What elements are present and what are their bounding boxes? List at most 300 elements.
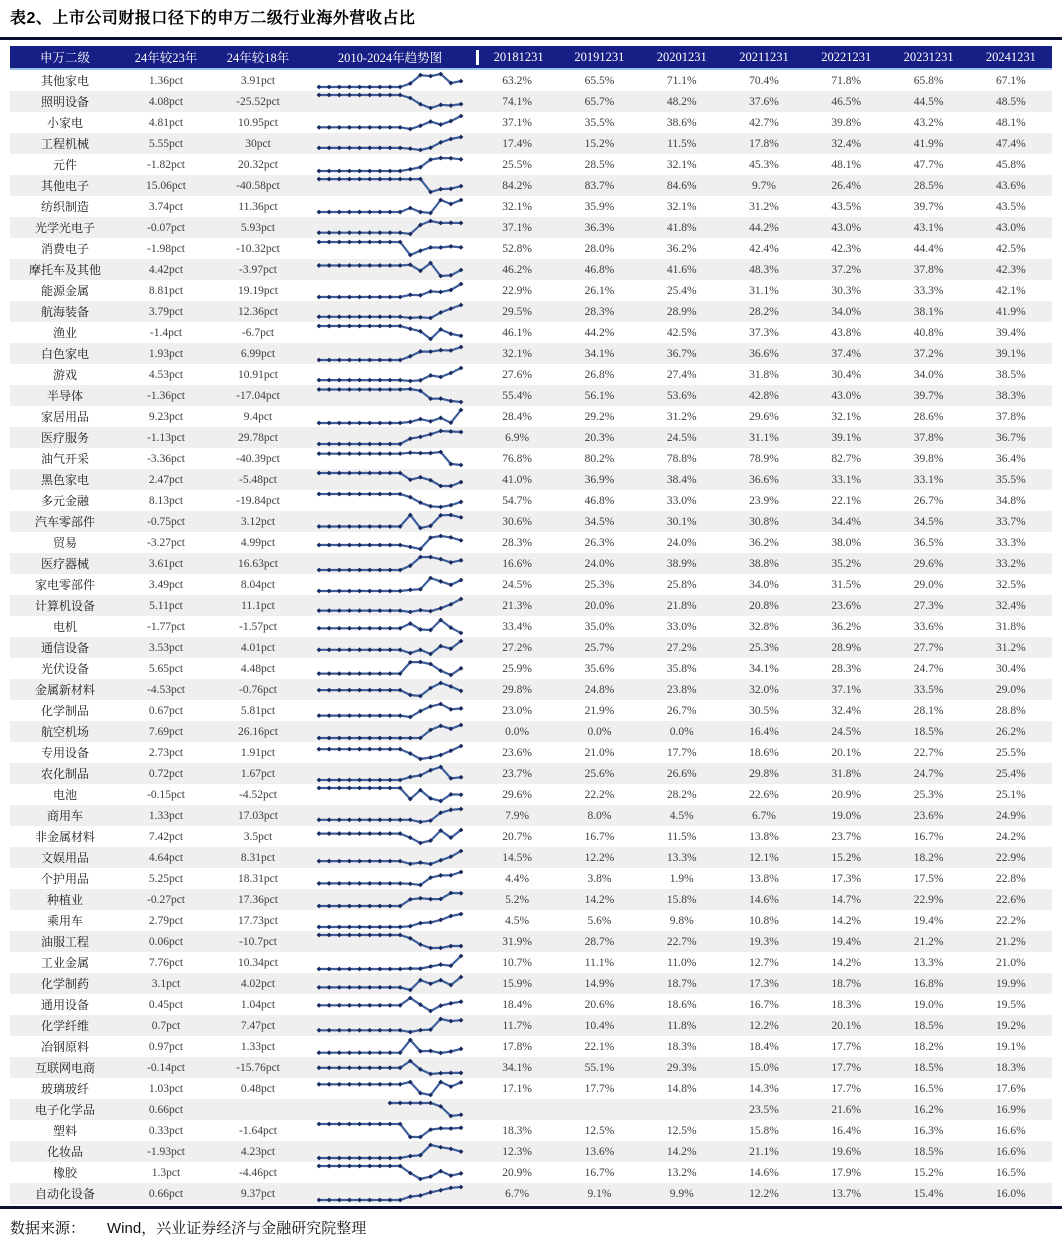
year-value-cell: 15.8%	[749, 1124, 779, 1137]
title-rule	[0, 37, 1062, 40]
table-row	[10, 700, 1052, 721]
year-value-cell: 38.0%	[831, 536, 862, 549]
year-value-cell: 18.3%	[995, 1061, 1026, 1074]
year-value-cell: 24.5%	[502, 578, 532, 591]
trend-sparkline	[304, 1037, 476, 1056]
chg-vs-23-cell: 4.08pct	[148, 95, 184, 108]
year-value-cell: 14.2%	[666, 1145, 697, 1158]
chg-vs-18-cell: 4.48pct	[240, 662, 276, 675]
year-value-cell: 23.6%	[913, 809, 944, 822]
year-value-cell: 27.7%	[913, 641, 944, 654]
year-value-cell: 18.2%	[913, 851, 944, 864]
year-value-cell: 35.0%	[584, 620, 615, 633]
table-row	[10, 154, 1052, 175]
year-value-cell: 42.7%	[749, 116, 779, 129]
chg-vs-23-cell: 0.66pct	[148, 1187, 184, 1200]
year-value-cell: 19.5%	[995, 998, 1026, 1011]
chg-vs-23-cell: 9.23pct	[148, 410, 184, 423]
chg-vs-23-cell: 0.97pct	[148, 1040, 184, 1053]
trend-sparkline	[304, 953, 476, 972]
industry-name: 多元金融	[40, 494, 89, 508]
year-value-cell: 1.9%	[669, 872, 694, 885]
year-value-cell: 20.8%	[749, 599, 779, 612]
year-value-cell: 33.5%	[913, 683, 944, 696]
chg-vs-23-cell: 0.72pct	[148, 767, 184, 780]
year-value-cell: 12.3%	[502, 1145, 532, 1158]
industry-name: 冶钢原料	[40, 1040, 89, 1054]
year-value-cell: 25.4%	[995, 767, 1026, 780]
year-value-cell: 4.5%	[505, 914, 530, 927]
chg-vs-18-cell: 1.91pct	[240, 746, 276, 759]
year-value-cell: 31.2%	[666, 410, 697, 423]
year-value-cell: 37.4%	[831, 347, 862, 360]
year-value-cell: 12.2%	[749, 1019, 779, 1032]
year-value-cell: 17.7%	[584, 1082, 615, 1095]
chg-vs-23-cell: -0.27pct	[146, 893, 185, 906]
year-value-cell: 22.6%	[749, 788, 779, 801]
year-value-cell: 5.2%	[505, 893, 530, 906]
year-value-cell: 29.6%	[913, 557, 944, 570]
industry-name: 游戏	[52, 368, 77, 382]
year-value-cell: 22.9%	[913, 893, 944, 906]
year-value-cell: 37.3%	[749, 326, 779, 339]
year-value-cell: 28.3%	[502, 536, 532, 549]
chg-vs-23-cell: 1.33pct	[148, 809, 184, 822]
year-value-cell: 11.8%	[667, 1019, 697, 1032]
year-value-cell: 48.1%	[831, 158, 862, 171]
year-value-cell: 28.9%	[831, 641, 862, 654]
year-value-cell: 27.6%	[502, 368, 532, 381]
chg-vs-23-cell: 3.79pct	[148, 305, 184, 318]
chg-vs-23-cell: 0.06pct	[148, 935, 184, 948]
year-value-cell: 21.1%	[749, 1145, 779, 1158]
table-row	[10, 847, 1052, 868]
chg-vs-18-cell: -10.7pct	[238, 935, 277, 948]
year-value-cell: 35.5%	[584, 116, 615, 129]
year-value-cell: 43.2%	[913, 116, 944, 129]
year-value-cell: 28.8%	[995, 704, 1026, 717]
table-row	[10, 1183, 1052, 1204]
year-value-cell: 38.4%	[666, 473, 697, 486]
year-value-cell: 28.4%	[502, 410, 532, 423]
table-row	[10, 616, 1052, 637]
chg-vs-18-cell: 6.99pct	[240, 347, 276, 360]
table-row	[10, 805, 1052, 826]
trend-sparkline	[304, 281, 476, 300]
year-value-cell: 26.2%	[995, 725, 1026, 738]
year-value-cell: 13.2%	[666, 1166, 697, 1179]
year-value-cell: 29.6%	[749, 410, 779, 423]
year-value-cell: 39.8%	[913, 452, 944, 465]
year-value-cell: 12.1%	[749, 851, 779, 864]
year-value-cell: 17.9%	[831, 1166, 862, 1179]
year-value-cell: 16.8%	[913, 977, 944, 990]
trend-sparkline	[304, 806, 476, 825]
industry-name: 白色家电	[40, 347, 89, 361]
chg-vs-18-cell: 0.48pct	[240, 1082, 276, 1095]
industry-name: 化学纤维	[40, 1019, 89, 1033]
year-value-cell: 28.9%	[666, 305, 697, 318]
year-value-cell: 19.4%	[831, 935, 862, 948]
year-value-cell: 32.1%	[502, 200, 532, 213]
year-value-cell: 4.4%	[505, 872, 530, 885]
trend-sparkline	[304, 554, 476, 573]
year-value-cell: 28.1%	[913, 704, 944, 717]
table-row	[10, 448, 1052, 469]
year-value-cell: 41.9%	[913, 137, 944, 150]
year-value-cell: 37.1%	[502, 221, 532, 234]
year-value-cell: 18.5%	[913, 1061, 944, 1074]
chg-vs-18-cell: -25.52pct	[236, 95, 280, 108]
industry-name: 油气开采	[40, 452, 89, 466]
year-value-cell: 16.3%	[913, 1124, 944, 1137]
chg-vs-23-cell: 3.53pct	[148, 641, 184, 654]
industry-name: 家居用品	[40, 410, 89, 424]
year-value-cell: 25.7%	[584, 641, 615, 654]
year-value-cell: 44.2%	[749, 221, 779, 234]
year-value-cell: 16.7%	[913, 830, 944, 843]
chg-vs-18-cell: -19.84pct	[236, 494, 280, 507]
chg-vs-23-cell: 4.81pct	[148, 116, 184, 129]
chg-vs-23-cell: 1.93pct	[148, 347, 184, 360]
chg-vs-23-cell: 2.73pct	[148, 746, 184, 759]
year-value-cell: 48.5%	[995, 95, 1026, 108]
year-value-cell: 63.2%	[502, 74, 532, 87]
year-value-cell: 20.7%	[502, 830, 532, 843]
chg-vs-18-cell: -15.76pct	[236, 1061, 280, 1074]
year-value-cell: 5.6%	[587, 914, 612, 927]
chg-vs-23-cell: 4.64pct	[148, 851, 184, 864]
chg-vs-23-cell: 5.25pct	[148, 872, 184, 885]
header-cell: 24年较23年	[134, 51, 198, 65]
year-value-cell: 13.7%	[831, 1187, 862, 1200]
year-value-cell: 84.6%	[666, 179, 697, 192]
year-value-cell: 25.1%	[995, 788, 1026, 801]
trend-sparkline	[304, 974, 476, 993]
year-value-cell: 0.0%	[505, 725, 530, 738]
trend-sparkline	[304, 302, 476, 321]
year-value-cell: 31.9%	[502, 935, 532, 948]
year-value-cell: 29.5%	[502, 305, 532, 318]
year-value-cell: 36.7%	[666, 347, 697, 360]
chg-vs-18-cell: 10.34pct	[238, 956, 278, 969]
chg-vs-18-cell: -4.46pct	[238, 1166, 277, 1179]
page-title: 表2、上市公司财报口径下的申万二级行业海外营收占比	[10, 10, 416, 27]
table-row	[10, 322, 1052, 343]
chg-vs-18-cell: 8.31pct	[240, 851, 276, 864]
year-value-cell: 43.0%	[995, 221, 1026, 234]
industry-name: 化学制品	[40, 704, 89, 718]
chg-vs-23-cell: 5.11pct	[149, 599, 183, 612]
industry-name: 橡胶	[52, 1166, 77, 1180]
year-value-cell: 30.4%	[831, 368, 862, 381]
table-row	[10, 763, 1052, 784]
table-row	[10, 910, 1052, 931]
chg-vs-18-cell: 18.31pct	[238, 872, 278, 885]
header-cell: 申万二级	[39, 51, 90, 65]
chg-vs-18-cell: 9.4pct	[243, 410, 273, 423]
table-row	[10, 259, 1052, 280]
year-value-cell: 35.5%	[995, 473, 1026, 486]
trend-sparkline	[304, 1142, 476, 1161]
year-value-cell: 17.5%	[913, 872, 944, 885]
year-value-cell: 48.1%	[995, 116, 1026, 129]
year-value-cell: 0.0%	[669, 725, 694, 738]
year-value-cell: 38.9%	[666, 557, 697, 570]
year-value-cell: 15.2%	[584, 137, 615, 150]
table-row	[10, 889, 1052, 910]
chg-vs-23-cell: -0.14pct	[146, 1061, 185, 1074]
industry-name: 塑料	[52, 1124, 77, 1138]
table-row	[10, 1036, 1052, 1057]
year-value-cell: 30.5%	[749, 704, 779, 717]
year-value-cell: 15.0%	[749, 1061, 779, 1074]
trend-sparkline	[304, 239, 476, 258]
year-value-cell: 78.9%	[749, 452, 779, 465]
year-value-cell: 6.7%	[505, 1187, 530, 1200]
year-value-cell: 52.8%	[502, 242, 532, 255]
year-value-cell: 70.4%	[749, 74, 779, 87]
industry-name: 摩托车及其他	[28, 263, 101, 277]
chg-vs-23-cell: -3.27pct	[146, 536, 185, 549]
year-value-cell: 28.6%	[913, 410, 944, 423]
year-value-cell: 16.7%	[584, 1166, 615, 1179]
table-row	[10, 532, 1052, 553]
source-note	[0, 1209, 1062, 1238]
table-row	[10, 301, 1052, 322]
year-value-cell: 32.1%	[666, 200, 697, 213]
year-value-cell: 25.4%	[666, 284, 697, 297]
year-value-cell: 18.5%	[913, 725, 944, 738]
year-value-cell: 32.5%	[995, 578, 1026, 591]
year-value-cell: 36.9%	[584, 473, 615, 486]
chg-vs-18-cell: 10.91pct	[238, 368, 278, 381]
trend-sparkline	[304, 134, 476, 153]
year-value-cell: 22.1%	[831, 494, 862, 507]
trend-sparkline	[304, 617, 476, 636]
year-value-cell: 36.3%	[584, 221, 615, 234]
year-value-cell: 34.1%	[749, 662, 779, 675]
industry-name: 金属新材料	[34, 683, 95, 697]
year-value-cell: 46.2%	[502, 263, 532, 276]
year-value-cell: 35.2%	[831, 557, 862, 570]
table-row	[10, 637, 1052, 658]
year-value-cell: 33.1%	[913, 473, 944, 486]
year-value-cell: 9.1%	[587, 1187, 612, 1200]
chg-vs-18-cell: 7.47pct	[240, 1019, 276, 1032]
year-value-cell: 23.8%	[666, 683, 697, 696]
year-value-cell: 22.6%	[995, 893, 1026, 906]
year-value-cell: 17.3%	[749, 977, 779, 990]
industry-name: 半导体	[46, 389, 83, 403]
year-value-cell: 43.8%	[831, 326, 862, 339]
trend-sparkline	[304, 449, 476, 468]
year-value-cell: 18.6%	[749, 746, 779, 759]
trend-sparkline	[304, 701, 476, 720]
year-value-cell: 20.1%	[831, 1019, 862, 1032]
trend-sparkline	[304, 1100, 476, 1119]
year-value-cell: 34.5%	[584, 515, 615, 528]
table-row	[10, 406, 1052, 427]
trend-sparkline	[304, 575, 476, 594]
table-row	[10, 385, 1052, 406]
year-value-cell: 26.8%	[584, 368, 615, 381]
year-value-cell: 29.8%	[502, 683, 532, 696]
industry-name: 通用设备	[40, 998, 89, 1012]
year-value-cell: 39.1%	[995, 347, 1026, 360]
industry-name: 纺织制造	[40, 200, 89, 214]
year-value-cell: 19.1%	[995, 1040, 1026, 1053]
table-row	[10, 952, 1052, 973]
table-row	[10, 784, 1052, 805]
year-value-cell: 39.1%	[831, 431, 862, 444]
year-value-cell: 10.8%	[749, 914, 779, 927]
year-value-cell: 54.7%	[502, 494, 532, 507]
year-value-cell: 24.5%	[666, 431, 697, 444]
chg-vs-23-cell: 7.76pct	[148, 956, 184, 969]
year-value-cell: 21.6%	[831, 1103, 862, 1116]
year-value-cell: 14.7%	[831, 893, 862, 906]
chg-vs-23-cell: -0.07pct	[146, 221, 185, 234]
year-value-cell: 17.1%	[502, 1082, 532, 1095]
year-value-cell: 33.4%	[502, 620, 532, 633]
year-value-cell: 27.4%	[666, 368, 697, 381]
table-row	[10, 238, 1052, 259]
year-value-cell: 31.5%	[831, 578, 862, 591]
year-value-cell: 23.7%	[502, 767, 532, 780]
industry-name: 贸易	[52, 536, 77, 550]
year-value-cell: 42.3%	[995, 263, 1026, 276]
year-value-cell: 13.8%	[749, 830, 779, 843]
chg-vs-23-cell: 4.42pct	[148, 263, 184, 276]
year-value-cell: 8.0%	[587, 809, 612, 822]
year-value-cell: 16.6%	[502, 557, 532, 570]
year-value-cell: 19.9%	[995, 977, 1026, 990]
chg-vs-18-cell: 3.5pct	[243, 830, 273, 843]
year-value-cell: 25.6%	[584, 767, 615, 780]
trend-sparkline	[304, 176, 476, 195]
industry-name: 个护用品	[40, 872, 89, 886]
year-value-cell: 13.3%	[666, 851, 697, 864]
source-label: 数据来源：	[10, 1220, 86, 1237]
year-value-cell: 44.2%	[584, 326, 615, 339]
chg-vs-18-cell: 8.04pct	[240, 578, 276, 591]
chg-vs-18-cell: 3.12pct	[240, 515, 276, 528]
year-value-cell: 22.2%	[995, 914, 1026, 927]
year-value-cell: 33.3%	[995, 536, 1026, 549]
year-value-cell: 32.0%	[749, 683, 779, 696]
industry-name: 航空机场	[40, 725, 89, 739]
chg-vs-18-cell: 11.36pct	[238, 200, 278, 213]
year-value-cell: 10.7%	[502, 956, 532, 969]
trend-sparkline	[304, 596, 476, 615]
year-value-cell: 36.2%	[749, 536, 779, 549]
year-value-cell: 19.0%	[831, 809, 862, 822]
header-cell: 20211231	[739, 49, 789, 64]
industry-name: 医疗服务	[40, 431, 89, 445]
year-value-cell: 18.6%	[666, 998, 697, 1011]
year-value-cell: 30.4%	[995, 662, 1026, 675]
year-value-cell: 16.5%	[913, 1082, 944, 1095]
table-row	[10, 427, 1052, 448]
industry-name: 化妆品	[46, 1145, 83, 1159]
year-value-cell: 76.8%	[502, 452, 532, 465]
year-value-cell: 48.2%	[666, 95, 697, 108]
year-value-cell: 17.7%	[666, 746, 697, 759]
year-value-cell: 67.1%	[995, 74, 1026, 87]
year-value-cell: 38.1%	[913, 305, 944, 318]
year-value-cell: 29.0%	[995, 683, 1026, 696]
year-value-cell: 65.5%	[584, 74, 615, 87]
industry-name: 航海装备	[40, 305, 89, 319]
year-value-cell: 46.5%	[831, 95, 862, 108]
industry-name: 电子化学品	[34, 1103, 95, 1117]
year-value-cell: 19.4%	[913, 914, 944, 927]
year-value-cell: 83.7%	[584, 179, 615, 192]
year-value-cell: 15.8%	[666, 893, 697, 906]
chg-vs-23-cell: 15.06pct	[146, 179, 186, 192]
table-header-row	[10, 46, 1052, 70]
year-value-cell: 25.3%	[584, 578, 615, 591]
year-value-cell: 43.1%	[913, 221, 944, 234]
year-value-cell: 22.2%	[584, 788, 615, 801]
table-row	[10, 721, 1052, 742]
table-row	[10, 1057, 1052, 1078]
year-value-cell: 47.4%	[995, 137, 1026, 150]
table-row	[10, 280, 1052, 301]
year-value-cell: 65.7%	[584, 95, 615, 108]
table-row	[10, 91, 1052, 112]
industry-name: 化学制药	[40, 977, 89, 991]
year-value-cell: 14.6%	[749, 1166, 779, 1179]
industry-name: 渔业	[52, 326, 77, 340]
year-value-cell: 24.9%	[995, 809, 1026, 822]
chg-vs-18-cell: 5.81pct	[240, 704, 276, 717]
chg-vs-23-cell: 3.61pct	[148, 557, 184, 570]
trend-sparkline	[304, 743, 476, 762]
year-value-cell: 21.2%	[995, 935, 1026, 948]
chg-vs-23-cell: -3.36pct	[146, 452, 185, 465]
industry-name: 通信设备	[40, 641, 89, 655]
year-value-cell: 35.9%	[584, 200, 615, 213]
year-value-cell: 20.6%	[584, 998, 615, 1011]
chg-vs-23-cell: 3.74pct	[148, 200, 184, 213]
table-row	[10, 217, 1052, 238]
chg-vs-18-cell: 3.91pct	[240, 74, 276, 87]
year-value-cell: 12.5%	[666, 1124, 697, 1137]
table-row	[10, 553, 1052, 574]
year-value-cell: 30.8%	[749, 515, 779, 528]
year-value-cell: 22.8%	[995, 872, 1026, 885]
trend-sparkline	[304, 1184, 476, 1203]
chg-vs-23-cell: 5.65pct	[148, 662, 184, 675]
year-value-cell: 27.3%	[913, 599, 944, 612]
trend-sparkline	[304, 155, 476, 174]
trend-sparkline	[304, 764, 476, 783]
trend-sparkline	[304, 1058, 476, 1077]
year-value-cell: 43.5%	[831, 200, 862, 213]
industry-name: 其他家电	[40, 74, 89, 88]
year-value-cell: 16.4%	[749, 725, 779, 738]
chg-vs-18-cell: 4.99pct	[240, 536, 276, 549]
year-value-cell: 25.8%	[666, 578, 697, 591]
year-value-cell: 14.2%	[584, 893, 615, 906]
year-value-cell: 26.7%	[666, 704, 697, 717]
chg-vs-18-cell: 29.78pct	[238, 431, 278, 444]
year-value-cell: 18.4%	[502, 998, 532, 1011]
trend-sparkline	[304, 71, 476, 90]
chg-vs-23-cell: -1.36pct	[146, 389, 185, 402]
